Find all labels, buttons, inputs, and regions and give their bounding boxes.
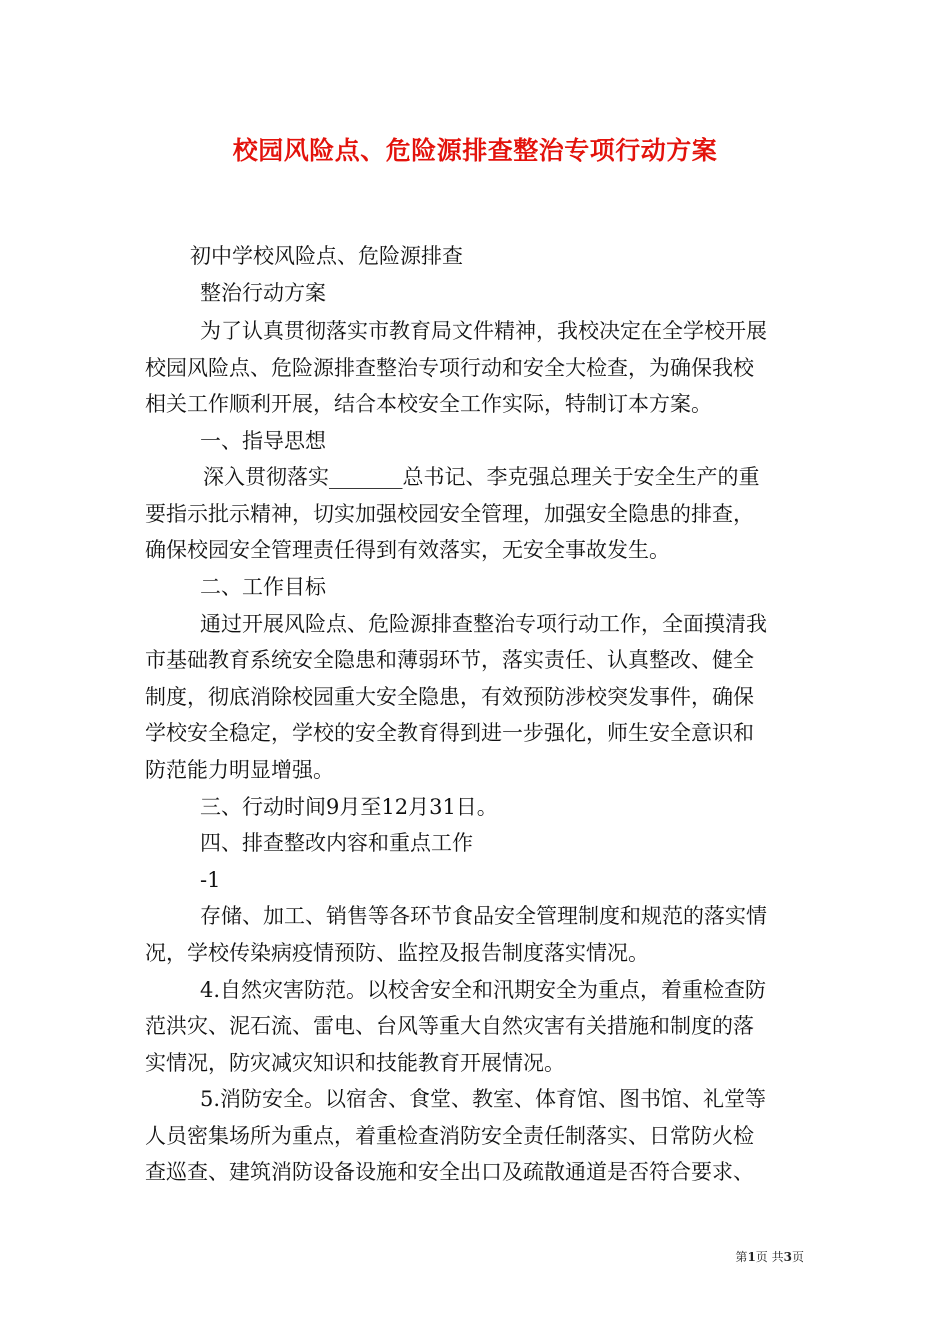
text-line: 市基础教育系统安全隐患和薄弱环节，落实责任、认真整改、健全 [145, 648, 754, 672]
text-line: 4.自然灾害防范。以校舍安全和汛期安全为重点，着重检查防 [200, 978, 767, 1002]
text-line: 况，学校传染病疫情预防、监控及报告制度落实情况。 [145, 941, 649, 965]
text-line: 防范能力明显增强。 [145, 758, 334, 782]
text-line: 相关工作顺利开展，结合本校安全工作实际，特制订本方案。 [145, 392, 712, 416]
text-line: 深入贯彻落实_______总书记、李克强总理关于安全生产的重 [203, 465, 760, 489]
footer-suffix: 页 [791, 1250, 804, 1264]
text-line: 为了认真贯彻落实市教育局文件精神，我校决定在全学校开展 [200, 319, 767, 343]
text-line: 确保校园安全管理责任得到有效落实，无安全事故发生。 [145, 538, 670, 562]
footer-prefix: 第 [735, 1250, 748, 1264]
text-line: 实情况，防灾减灾知识和技能教育开展情况。 [145, 1051, 565, 1075]
text-line: 校园风险点、危险源排查整治专项行动和安全大检查，为确保我校 [145, 356, 754, 380]
section-heading-3: 三、行动时间9月至12月31日。 [200, 795, 498, 819]
footer-middle: 页 共 [755, 1250, 784, 1264]
fragment-marker: -1 [200, 868, 221, 892]
footer-total-pages: 3 [783, 1250, 792, 1264]
section-heading-2: 二、工作目标 [200, 575, 326, 599]
text-line: 范洪灾、泥石流、雷电、台风等重大自然灾害有关措施和制度的落 [145, 1014, 754, 1038]
page-footer [735, 1248, 804, 1265]
subtitle-line-1: 初中学校风险点、危险源排查 [190, 244, 463, 268]
footer-page-number: 1 [747, 1250, 756, 1264]
section-heading-1: 一、指导思想 [200, 429, 326, 453]
text-line: 通过开展风险点、危险源排查整治专项行动工作，全面摸清我 [200, 612, 767, 636]
text-line: 人员密集场所为重点，着重检查消防安全责任制落实、日常防火检 [145, 1124, 754, 1148]
text-line: 要指示批示精神，切实加强校园安全管理，加强安全隐患的排查， [145, 502, 754, 526]
section-heading-4: 四、排查整改内容和重点工作 [200, 831, 473, 855]
text-line: 存储、加工、销售等各环节食品安全管理制度和规范的落实情 [200, 904, 767, 928]
text-line: 学校安全稳定，学校的安全教育得到进一步强化，师生安全意识和 [145, 721, 754, 745]
subtitle-line-2: 整治行动方案 [200, 281, 326, 305]
text-line: 制度，彻底消除校园重大安全隐患，有效预防涉校突发事件，确保 [145, 685, 754, 709]
text-line: 5.消防安全。以宿舍、食堂、教室、体育馆、图书馆、礼堂等 [200, 1087, 767, 1111]
text-line: 查巡查、建筑消防设备设施和安全出口及疏散通道是否符合要求、 [145, 1160, 754, 1184]
page-title: 校园风险点、危险源排查整治专项行动方案 [232, 136, 718, 165]
